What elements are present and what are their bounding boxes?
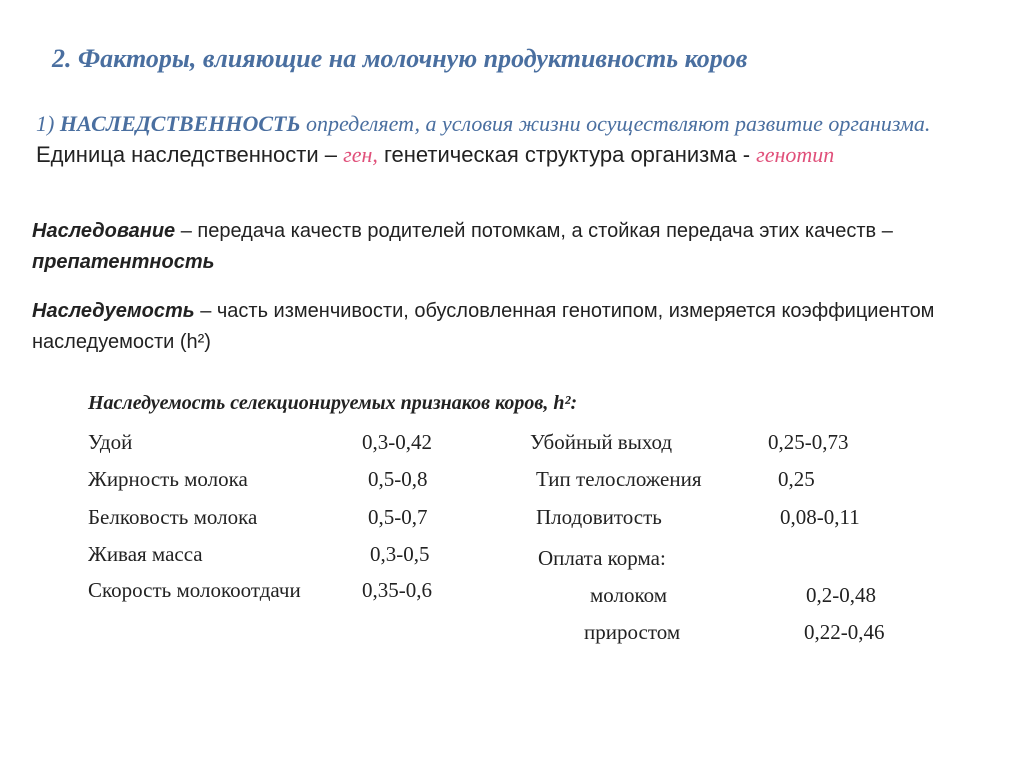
gene-term: ген, <box>343 142 378 167</box>
trait-value: 0,2-0,48 <box>806 583 876 607</box>
trait-value: 0,25-0,73 <box>768 430 849 454</box>
heredity-prefix: 1) <box>36 111 60 136</box>
trait-label: Скорость молокоотдачи <box>88 578 301 602</box>
trait-label: Белковость молока <box>88 505 258 529</box>
trait-label: Плодовитость <box>536 505 662 529</box>
prepotency-term: препатентность <box>32 251 215 273</box>
heritability-definition <box>32 296 972 358</box>
trait-value: 0,08-0,11 <box>780 505 860 529</box>
trait-label: Живая масса <box>88 542 203 566</box>
trait-value: 0,5-0,7 <box>368 505 428 529</box>
trait-value: 0,3-0,5 <box>370 542 430 566</box>
trait-label: молоком <box>590 583 668 607</box>
heritability-term: Наследуемость <box>32 300 195 322</box>
heredity-text-normal: Единица наследственности – <box>36 142 344 167</box>
trait-label: Жирность молока <box>88 467 248 491</box>
feed-conversion-label: Оплата корма: <box>538 546 666 570</box>
heritability-text: – часть изменчивости, обусловленная генотипом, измеряется коэффициентом наследуемости (h²) <box>32 300 935 353</box>
trait-label: Тип телосложения <box>536 467 702 491</box>
trait-value: 0,22-0,46 <box>804 620 885 644</box>
trait-label: Убойный выход <box>530 430 673 454</box>
heredity-text-italic: определяет, а условия жизни осуществляют развитие организма. <box>300 111 931 136</box>
inheritance-text: – передача качеств родителей потомкам, а стойкая передача этих качеств – <box>175 220 893 242</box>
trait-label: Удой <box>88 430 133 454</box>
trait-value: 0,5-0,8 <box>368 467 428 491</box>
table-title: Наследуемость селекционируемых признаков коров, h²: <box>88 392 578 414</box>
heredity-text-normal2: генетическая структура организма - <box>377 142 757 167</box>
trait-value: 0,3-0,42 <box>362 430 432 454</box>
inheritance-term: Наследование <box>32 220 176 242</box>
heredity-keyword: НАСЛЕДСТВЕННОСТЬ <box>59 111 301 136</box>
genotype-term: генотип <box>756 142 835 167</box>
slide-title: 2. Факторы, влияющие на молочную продуктивность коров <box>52 44 748 73</box>
trait-label: приростом <box>584 620 681 644</box>
inheritance-definition <box>32 216 972 278</box>
trait-value: 0,25 <box>778 467 815 491</box>
heredity-paragraph <box>36 108 956 170</box>
trait-value: 0,35-0,6 <box>362 578 432 602</box>
